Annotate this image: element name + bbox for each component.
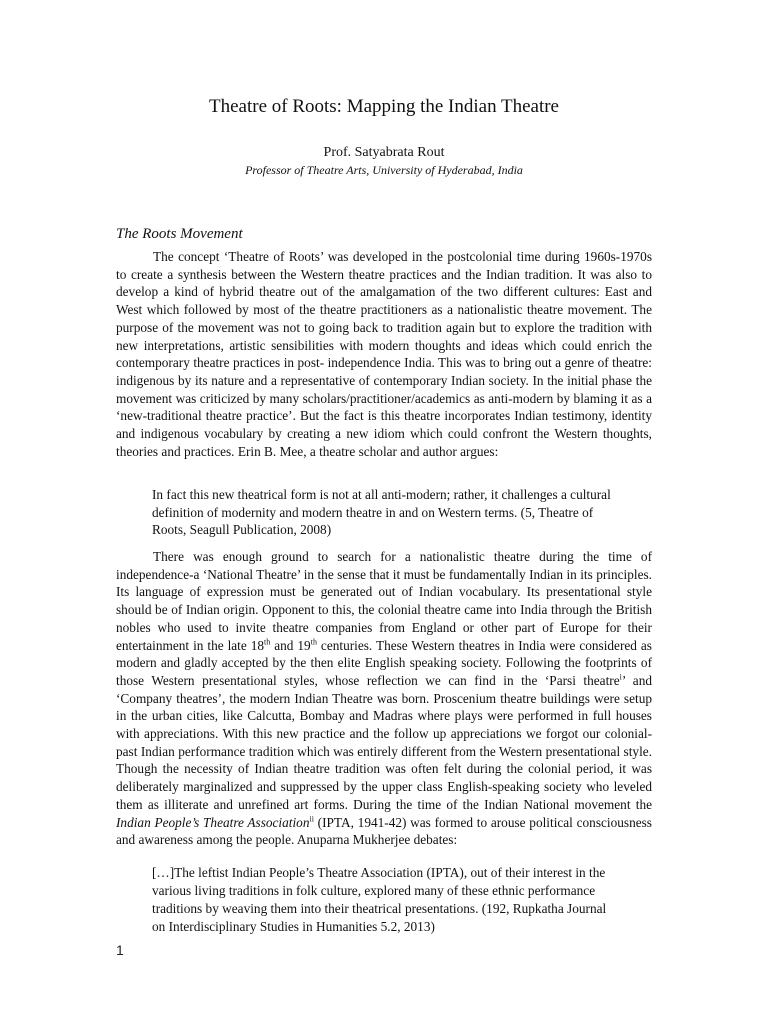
paragraph-2	[116, 548, 652, 849]
paragraph-2-text	[116, 548, 652, 849]
endnote-ref-ii: ii	[309, 814, 314, 824]
p2-segment-e: (IPTA, 1941-42) was formed to arouse political consciousness and awareness among the people. Anuparna Mukherjee debates:	[116, 814, 652, 848]
p2-segment-d: ’ and ‘Company theatres’, the modern Indian Theatre was born. Proscenium theatre buildings were setup in the urban cities, like Calcutta, Bombay and Madras where plays were performed in full houses with appreciations. With this new practice and the follow up appreciations we forgot our colonial-past Indian performance tradition which was entirely different from the Western presentational style. Though the necessity of Indian theatre tradition was often felt during the colonial period, it was deliberately marginalized and suppressed by the upper class English-speaking society who leveled them as illiterate and unrefined art forms. During the time of the Indian National movement the	[116, 672, 653, 812]
page-number: 1	[116, 942, 124, 958]
paragraph-1	[116, 248, 652, 460]
author-name: Prof. Satyabrata Rout	[323, 145, 445, 160]
block-quote-1-text: In fact this new theatrical form is not at all anti-modern; rather, it challenges a cultural definition of modernity and modern theatre in and on Western terms. (5, Theatre of Roots, Seagull Publication, 2008)	[152, 487, 611, 538]
block-quote-2-text: […]The leftist Indian People’s Theatre Association (IPTA), out of their interest in the various living traditions in folk culture, explored many of these ethnic performance traditions by weaving them into their theatrical presentations. (192, Rupkatha Journal on Interdisciplinary Studies in Humanities 5.2, 2013)	[152, 865, 607, 934]
ipta-name: Indian People’s Theatre Association	[116, 814, 310, 830]
paragraph-1-text: The concept ‘Theatre of Roots’ was developed in the postcolonial time during 1960s-1970s to create a synthesis between the Western theatre practices and the Indian tradition. It was also to develop a kind of hybrid theatre out of the amalgamation of the two different cultures: East and West which followed by most of the theatre practitioners as a nationalistic theatre movement. The purpose of the movement was not to going back to tradition again but to explore the tradition with new interpretations, artistic sensibilities with modern thoughts and ideas which could enrich the contemporary theatre practices in post- independence India. This was to bring out a genre of theatre: indigenous by its nature and a representative of contemporary Indian society. In the initial phase the movement was criticized by many scholars/practitioner/academics as anti-modern by blaming it as a ‘new-traditional theatre practice’. But the fact is this theatre incorporates Indian testimony, identity and indigenous vocabulary by creating a new idiom which could confront the Western thoughts, theories and practices. Erin B. Mee, a theatre scholar and author argues:	[116, 249, 652, 459]
section-heading: The Roots Movement	[116, 226, 243, 242]
p2-segment-a: There was enough ground to search for a nationalistic theatre during the time of independence-a ‘National Theatre’ in the sense that it must be fundamentally Indian in its principles. Its language of expression must be generated out of Indian vocabulary. Its presentational style should be of Indian origin. Opponent to this, the colonial theatre came into India through the British nobles who used to invite theatre companies from England or other part of Europe for their entertainment in the late 18	[116, 549, 652, 653]
paper-title: Theatre of Roots: Mapping the Indian Theatre	[209, 96, 559, 117]
superscript-th-1: th	[264, 637, 271, 647]
p2-segment-c: centuries. These Western theatres in India were considered as modern and gladly accepted by the then elite English speaking society. Following the footprints of those Western presentational styles, whose reflection we can find in the ‘Parsi theatre	[116, 637, 652, 688]
p2-segment-b: and 19	[270, 637, 311, 653]
block-quote-1	[152, 486, 622, 539]
author-affiliation: Professor of Theatre Arts, University of Hyderabad, India	[245, 163, 523, 177]
endnote-ref-i: i	[619, 672, 622, 682]
superscript-th-2: th	[310, 637, 317, 647]
block-quote-2	[152, 864, 622, 936]
